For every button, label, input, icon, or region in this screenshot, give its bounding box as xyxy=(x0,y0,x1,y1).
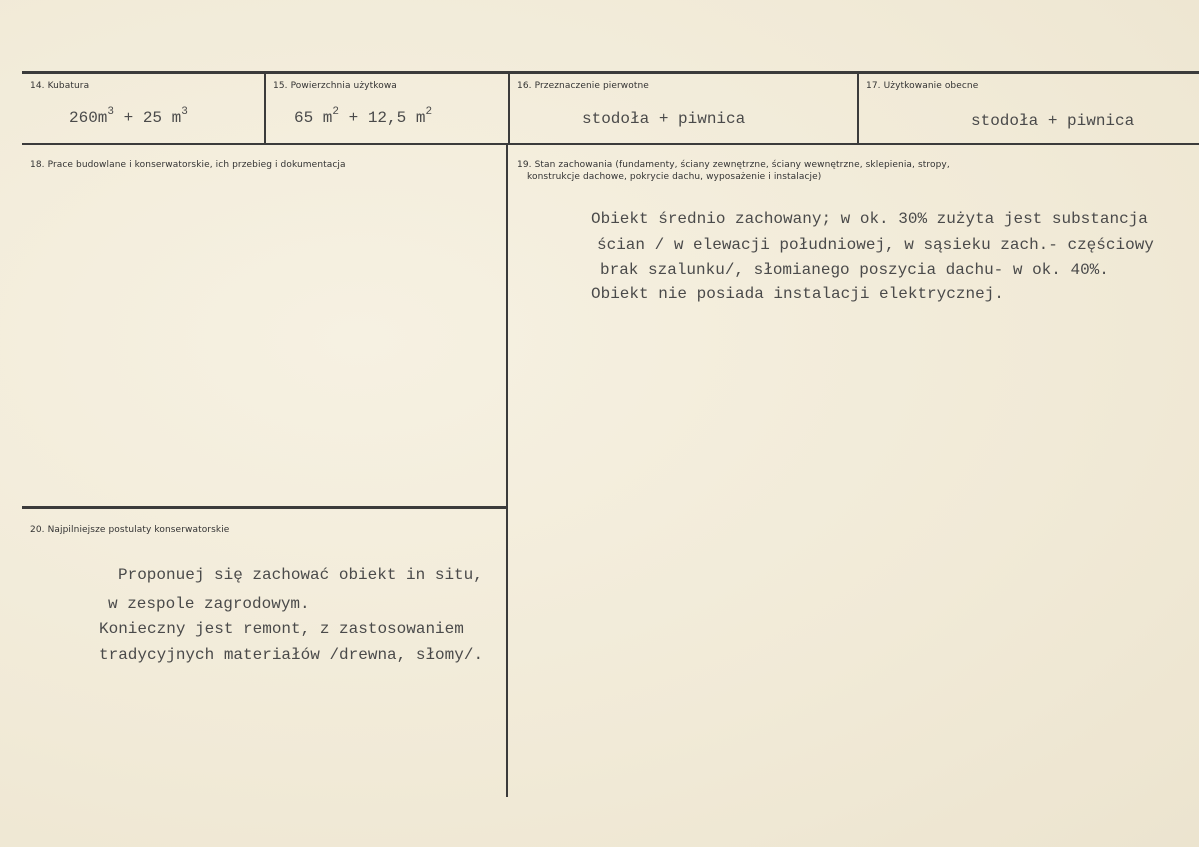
divider-16-17 xyxy=(857,73,859,145)
field-17-label: 17. Użytkowanie obecne xyxy=(866,81,979,91)
field-16-value: stodoła + piwnica xyxy=(582,110,746,128)
divider-14-15 xyxy=(264,73,266,145)
rule-18-20 xyxy=(22,506,506,509)
field-20-label: 20. Najpilniejsze postulaty konserwatorskie xyxy=(30,525,230,535)
field-15-label: 15. Powierzchnia użytkowa xyxy=(273,81,397,91)
field-20-line-2: w zespole zagrodowym. xyxy=(108,595,310,613)
field-20-line-4: tradycyjnych materiałów /drewna, słomy/. xyxy=(99,646,484,664)
field-15-value: 65 $m^2 + 12,5$ $m^2$ xyxy=(294,106,433,127)
field-19-line-1: Obiekt średnio zachowany; w ok. 30% zużyta jest substancja xyxy=(591,210,1148,228)
divider-15-16 xyxy=(508,73,510,145)
main-divider xyxy=(506,145,508,797)
field-19-line-2: ścian / w elewacji południowej, w sąsieku zach.- częściowy xyxy=(597,236,1154,254)
field-20-line-1: Proponuej się zachować obiekt in situ, xyxy=(118,566,483,584)
field-19-line-4: Obiekt nie posiada instalacji elektrycznej. xyxy=(591,285,1004,303)
field-18-label: 18. Prace budowlane i konserwatorskie, ich przebieg i dokumentacja xyxy=(30,160,346,170)
field-14-label: 14. Kubatura xyxy=(30,81,90,91)
field-16-label: 16. Przeznaczenie pierwotne xyxy=(517,81,649,91)
field-14-value: $260m^3 + 25$ $m^3$ xyxy=(69,106,188,127)
top-rule xyxy=(22,71,1199,74)
field-17-value: stodoła + piwnica xyxy=(971,112,1135,130)
field-20-line-3: Konieczny jest remont, z zastosowaniem xyxy=(99,620,464,638)
field-19-line-3: brak szalunku/, słomianego poszycia dachu- w ok. 40%. xyxy=(600,261,1109,279)
field-19-label-line2: konstrukcje dachowe, pokrycie dachu, wyposażenie i instalacje) xyxy=(527,172,822,182)
field-19-label-line1: 19. Stan zachowania (fundamenty, ściany zewnętrzne, ściany wewnętrzne, sklepienia, stropy, xyxy=(517,160,950,170)
header-row-rule xyxy=(22,143,1199,145)
